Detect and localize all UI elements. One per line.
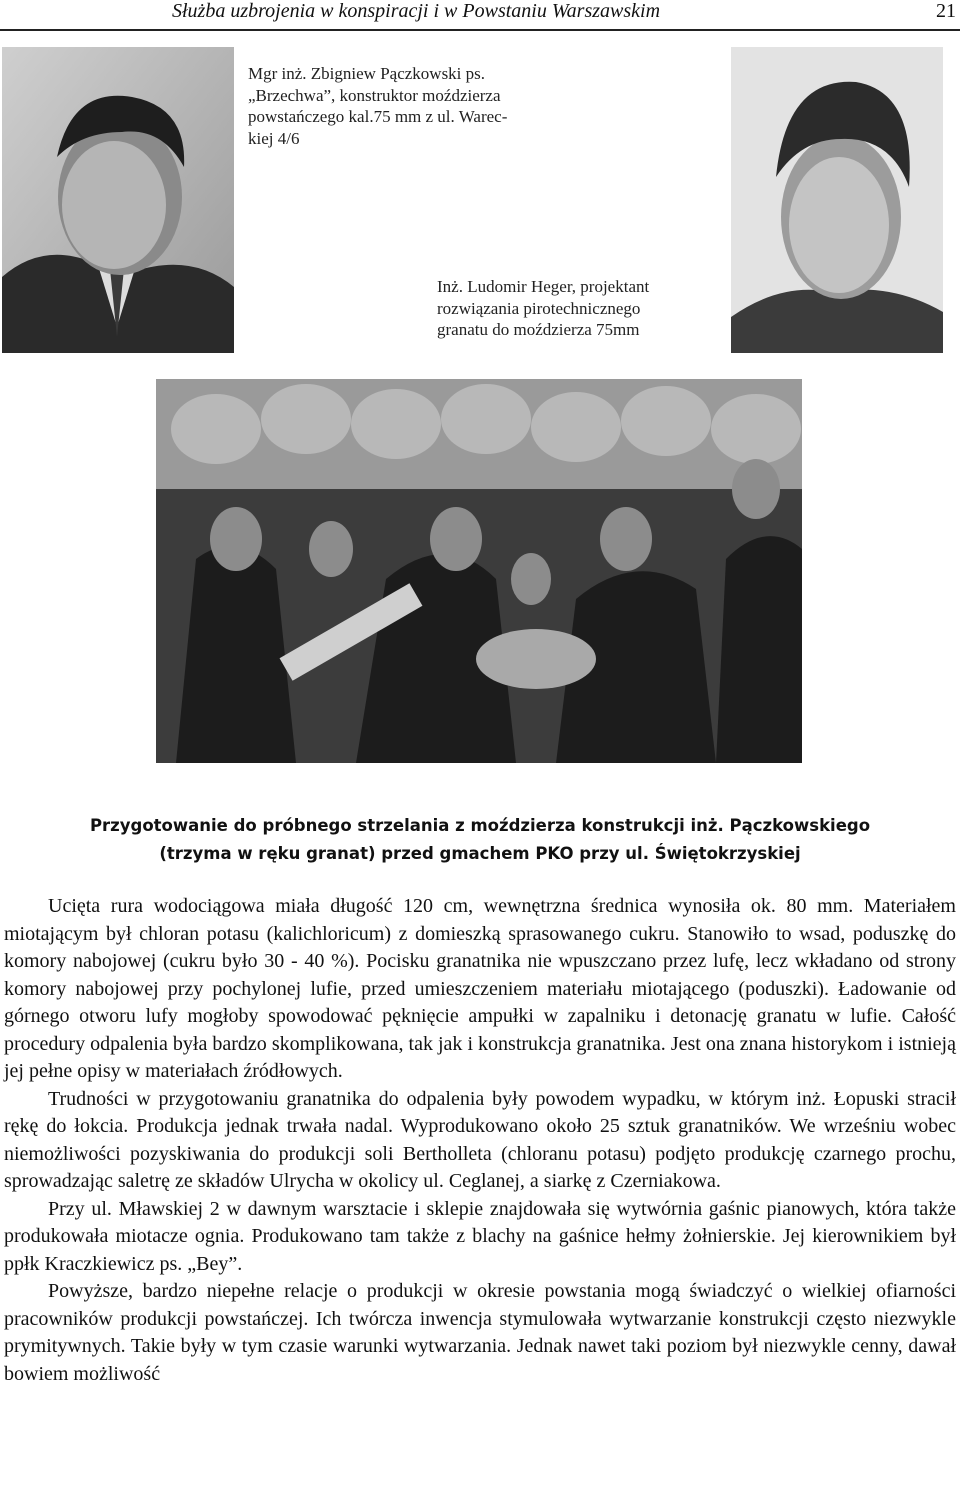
- portrait-photo-paczkowski: [2, 47, 234, 353]
- portrait1-caption: Mgr inż. Zbigniew Pączkowski ps. „Brzechwa”, konstruktor moździerza powstańczego kal.75 mm z ul. Warec- kiej 4/6: [248, 64, 508, 148]
- paragraph: Powyższe, bardzo niepełne relacje o produkcji w okresie powstania mogą świadczyć o wielkiej ofiarności pracowników produkcji powstańczej. Ich twórcza inwencja stymulowała wytwarzanie konstrukcji często niezwykle prymitywnych. Takie były w tym czasie warunki wytwarzania. Jednak nawet taki poziom był niezwykle cenny, dawał bowiem możliwość: [4, 1280, 956, 1385]
- portrait2-caption: Inż. Ludomir Heger, projektant rozwiązania pirotechnicznego granatu do moździerza 75mm: [437, 277, 650, 339]
- paragraph: Przy ul. Mławskiej 2 w dawnym warsztacie i sklepie znajdowała się wytwórnia gaśnic pianowych, która także produkowała miotacze ognia. Produkowano tam także z blachy na gaśnice hełmy żołnierskie. Jej kierownikiem był ppłk Kraczkiewicz ps. „Bey”.: [4, 1197, 956, 1275]
- paragraph: Trudności w przygotowaniu granatnika do odpalenia były powodem wypadku, w którym inż. Łopuski stracił rękę do łokcia. Produkcja jednak trwała nadal. Wyprodukowano około 25 sztuk granatników. We wrześniu wobec niemożliwości pozyskiwania do produkcji soli Bertholleta (chloranu potasu) podjęto produkcję czarnego prochu, sprowadzając saletrę ze składów Ulrycha w okolicy ul. Ceglanej, a siarkę z Czerniakowa.: [4, 1087, 956, 1192]
- header-divider: [0, 29, 960, 31]
- portrait-photo-heger: [731, 47, 943, 353]
- running-title: Służba uzbrojenia w konspiracji i w Powstaniu Warszawskim: [172, 0, 661, 22]
- page-number: 21: [936, 0, 956, 22]
- group-photo-mortar-test: [156, 379, 802, 763]
- page-header: [0, 0, 960, 32]
- group-photo-caption: Przygotowanie do próbnego strzelania z moździerza konstrukcji inż. Pączkowskiego (trzyma w ręku granat) przed gmachem PKO przy ul. Świętokrzyskiej: [89, 816, 871, 863]
- paragraph: Ucięta rura wodociągowa miała długość 120 cm, wewnętrzna średnica wynosiła ok. 80 mm. Materiałem miotającym był chloran potasu (kalichloricum) z domieszką sprasowanego cukru. Stanowiło to wsad, poduszkę do komory nabojowej (cukru było 30 - 40 %). Pocisku granatnika nie wpuszczano przez lufę, lecz wkładano od strony komory nabojowej przy pochylonej lufie, przed umieszczeniem materiału miotającego (poduszki). Ładowanie od górnego otworu lufy mogłoby spowodować pęknięcie ampułki w zapalniku i detonację granatu w lufie. Całość procedury odpalenia była bardzo skomplikowana, tak jak i konstrukcja granatnika. Jest ona znana historykom i istnieją jej pełne opisy w materiałach źródłowych.: [4, 895, 956, 1082]
- article-body: [4, 893, 956, 1388]
